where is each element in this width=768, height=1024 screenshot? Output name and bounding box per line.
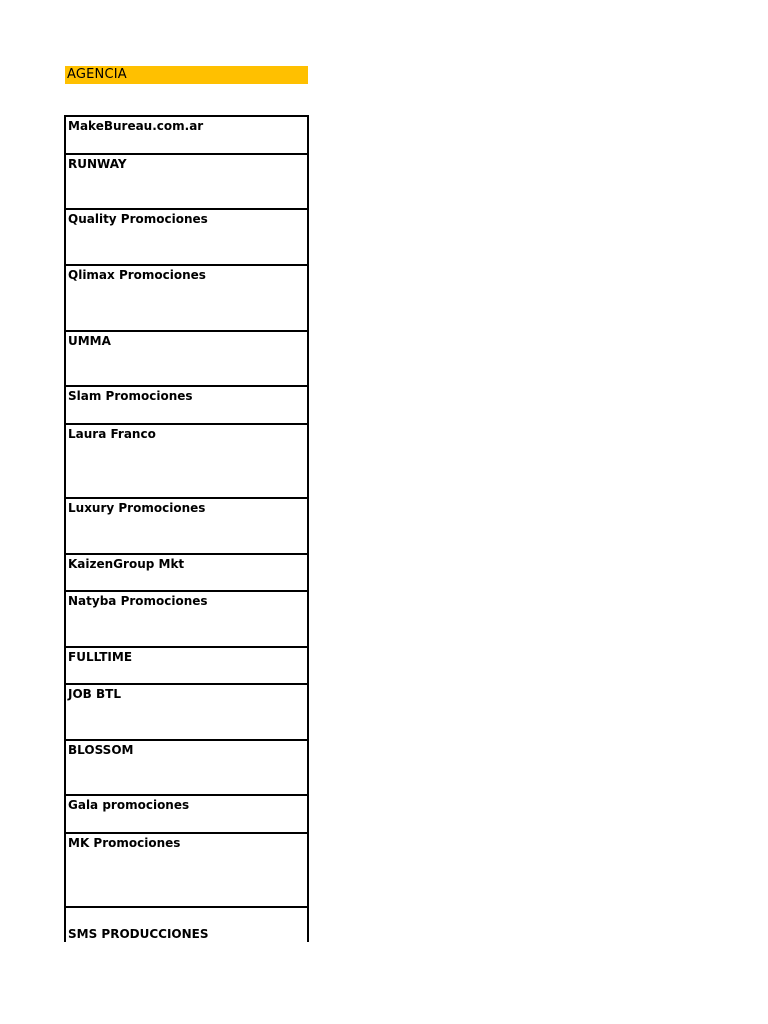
agency-name: MakeBureau.com.ar — [68, 119, 204, 133]
agencia-header: AGENCIA — [65, 66, 308, 84]
agency-row — [66, 387, 307, 425]
agency-name: Laura Franco — [68, 427, 156, 441]
agency-name: Qlimax Promociones — [68, 268, 206, 282]
agency-row — [66, 685, 307, 741]
agency-row — [66, 117, 307, 155]
agency-row — [66, 332, 307, 387]
agency-name: Slam Promociones — [68, 389, 193, 403]
agency-row — [66, 592, 307, 648]
agency-row — [66, 425, 307, 499]
agency-row — [66, 555, 307, 592]
agency-name: MK Promociones — [68, 836, 181, 850]
agency-name: Quality Promociones — [68, 212, 208, 226]
agency-list — [64, 115, 309, 942]
agency-row — [66, 648, 307, 685]
agency-row — [66, 741, 307, 796]
agency-name: FULLTIME — [68, 650, 133, 664]
agency-name: UMMA — [68, 334, 111, 348]
agency-row — [66, 908, 307, 942]
agency-name: Gala promociones — [68, 798, 190, 812]
agency-name: Luxury Promociones — [68, 501, 206, 515]
agency-name: SMS PRODUCCIONES — [68, 927, 209, 941]
agency-row — [66, 266, 307, 332]
agency-row — [66, 834, 307, 908]
agency-row — [66, 499, 307, 555]
agency-row — [66, 796, 307, 834]
agency-name: JOB BTL — [68, 687, 121, 701]
agency-name: Natyba Promociones — [68, 594, 208, 608]
agency-name: RUNWAY — [68, 157, 127, 171]
agency-row — [66, 155, 307, 210]
agency-name: BLOSSOM — [68, 743, 134, 757]
agency-row — [66, 210, 307, 266]
agency-name: KaizenGroup Mkt — [68, 557, 185, 571]
